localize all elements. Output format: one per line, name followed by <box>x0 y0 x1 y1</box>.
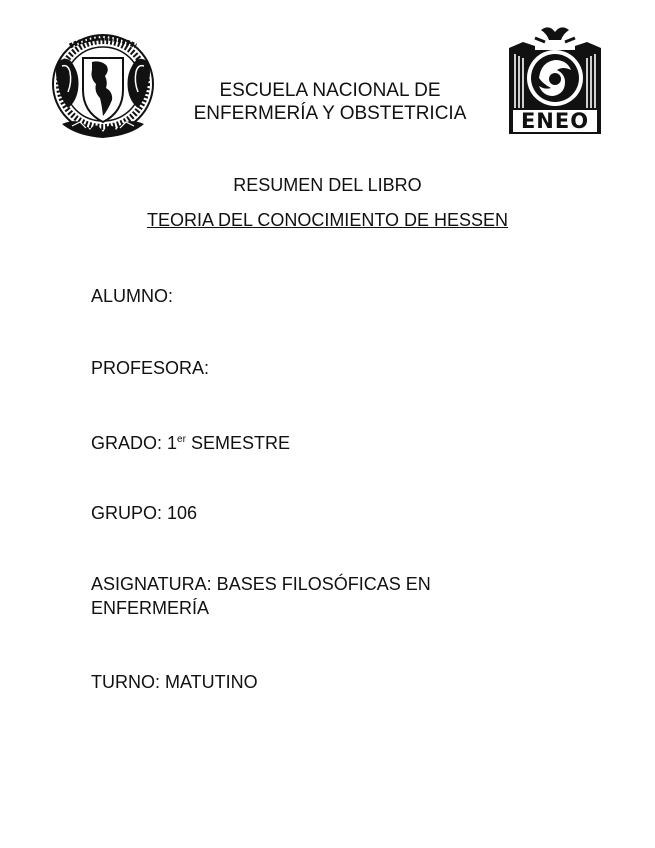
eneo-logo-text: ENEO <box>520 109 590 133</box>
field-grado-label: GRADO: 1 <box>91 433 178 453</box>
field-grado <box>91 428 511 455</box>
school-name-line1: ESCUELA NACIONAL DE <box>219 80 441 101</box>
field-grado-superscript: er <box>177 434 186 445</box>
document-subtitle: RESUMEN DEL LIBRO <box>233 175 422 195</box>
document-title: TEORIA DEL CONOCIMIENTO DE HESSEN <box>146 210 509 230</box>
school-name-line2: ENFERMERÍA Y OBSTETRICIA <box>193 103 467 124</box>
unam-seal-logo <box>50 32 156 140</box>
field-asignatura-line1: ASIGNATURA: BASES FILOSÓFICAS EN <box>91 574 431 594</box>
field-alumno: ALUMNO: <box>91 286 174 306</box>
field-profesora: PROFESORA: <box>91 358 210 378</box>
eneo-logo <box>505 24 605 136</box>
field-asignatura <box>91 572 511 620</box>
field-asignatura-line2: ENFERMERÍA <box>91 598 210 618</box>
unam-seal-icon <box>50 32 156 140</box>
field-grado-value: SEMESTRE <box>185 433 290 453</box>
field-grupo: GRUPO: 106 <box>91 503 198 523</box>
school-name <box>160 79 500 125</box>
field-turno: TURNO: MATUTINO <box>91 672 258 692</box>
